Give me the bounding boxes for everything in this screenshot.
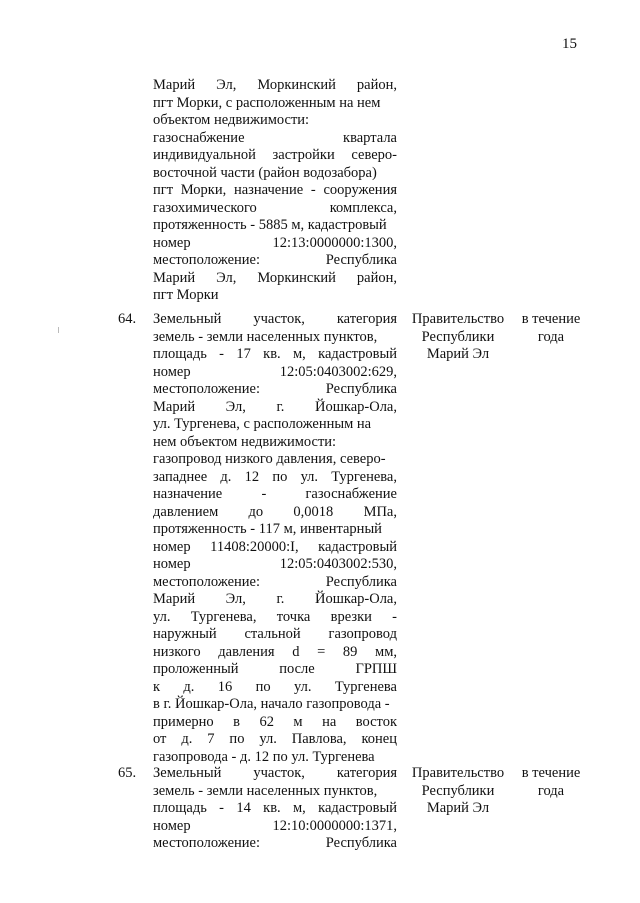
text-line: в течение — [521, 765, 581, 781]
text-line: пгт Морки, с расположенным на нем — [153, 94, 381, 111]
text-line: протяженность - 117 м, инвентарный — [153, 521, 382, 537]
text-line: протяженность - 5885 м, кадастровый — [153, 217, 387, 233]
continuation-description — [153, 77, 397, 305]
text-line: Марий Эл, г. Йошкар-Ола, — [153, 398, 397, 415]
text-line: номер 12:05:0403002:629, — [153, 363, 397, 380]
text-line: Марий Эл, Моркинский район, — [153, 77, 397, 93]
text-line: номер 12:10:0000000:1371, — [153, 817, 397, 834]
page-number: 15 — [562, 36, 577, 52]
text-line: давлением до 0,0018 МПа, — [153, 503, 397, 520]
text-line: объектом недвижимости: — [153, 112, 310, 128]
text-line: от д. 7 по ул. Павлова, конец — [153, 731, 397, 747]
text-line: пгт Морки — [153, 287, 219, 303]
text-line: номер 12:13:0000000:1300, — [153, 234, 397, 251]
text-line: газопровод низкого давления, северо- — [153, 451, 386, 467]
text-line: Марий Эл, Моркинский район, — [153, 269, 397, 286]
text-line: Правительство — [411, 765, 505, 781]
text-line: Марий Эл, г. Йошкар-Ола, — [153, 591, 397, 607]
text-line: местоположение: Республика — [153, 835, 397, 851]
text-line: газопровода - д. 12 по ул. Тургенева — [153, 748, 375, 765]
text-line: площадь - 17 кв. м, кадастровый — [153, 346, 397, 362]
text-line: восточной части (район водозабора) — [153, 164, 377, 181]
text-line: нем объектом недвижимости: — [153, 433, 337, 450]
text-line: пгт Морки, назначение - сооружения — [153, 182, 397, 198]
text-line: года — [537, 328, 565, 345]
entry-description — [153, 765, 397, 853]
entry-responsible — [406, 311, 510, 364]
text-line: индивидуальной застройки северо- — [153, 147, 397, 163]
text-line: газоснабжение квартала — [153, 129, 397, 146]
entry-deadline — [516, 765, 586, 800]
text-line: наружный стальной газопровод — [153, 626, 397, 642]
text-line: низкого давления d = 89 мм, — [153, 643, 397, 660]
text-line: в г. Йошкар-Ола, начало газопровода - — [153, 696, 390, 712]
text-line: местоположение: Республика — [153, 573, 397, 590]
text-line: проложенный после ГРПШ — [153, 661, 397, 677]
text-line: местоположение: Республика — [153, 381, 397, 397]
text-line: к д. 16 по ул. Тургенева — [153, 678, 397, 695]
text-line: номер 11408:20000:I, кадастровый — [153, 538, 397, 555]
text-line: номер 12:05:0403002:530, — [153, 556, 397, 572]
entry-description — [153, 311, 397, 766]
entry-responsible — [406, 765, 510, 818]
text-line: земель - земли населенных пунктов, — [153, 782, 378, 799]
entry-number: 64. — [118, 311, 137, 327]
entry-number: 65. — [118, 765, 137, 781]
text-line: примерно в 62 м на восток — [153, 713, 397, 730]
text-line: Республики — [421, 328, 495, 345]
text-line: ул. Тургенева, с расположенным на — [153, 416, 372, 432]
text-line: Республики — [421, 782, 495, 799]
text-line: назначение - газоснабжение — [153, 486, 397, 502]
entry-deadline — [516, 311, 586, 346]
text-line: западнее д. 12 по ул. Тургенева, — [153, 468, 397, 485]
text-line: площадь - 14 кв. м, кадастровый — [153, 800, 397, 816]
text-line: местоположение: Республика — [153, 252, 397, 268]
margin-mark — [58, 327, 59, 333]
text-line: газохимического комплекса, — [153, 199, 397, 216]
text-line: ул. Тургенева, точка врезки - — [153, 608, 397, 625]
text-line: года — [537, 782, 565, 799]
text-line: в течение — [521, 311, 581, 327]
text-line: Земельный участок, категория — [153, 311, 397, 327]
text-line: земель - земли населенных пунктов, — [153, 328, 378, 345]
text-line: Марий Эл — [426, 346, 490, 362]
text-line: Земельный участок, категория — [153, 765, 397, 781]
text-line: Правительство — [411, 311, 505, 327]
text-line: Марий Эл — [426, 800, 490, 816]
